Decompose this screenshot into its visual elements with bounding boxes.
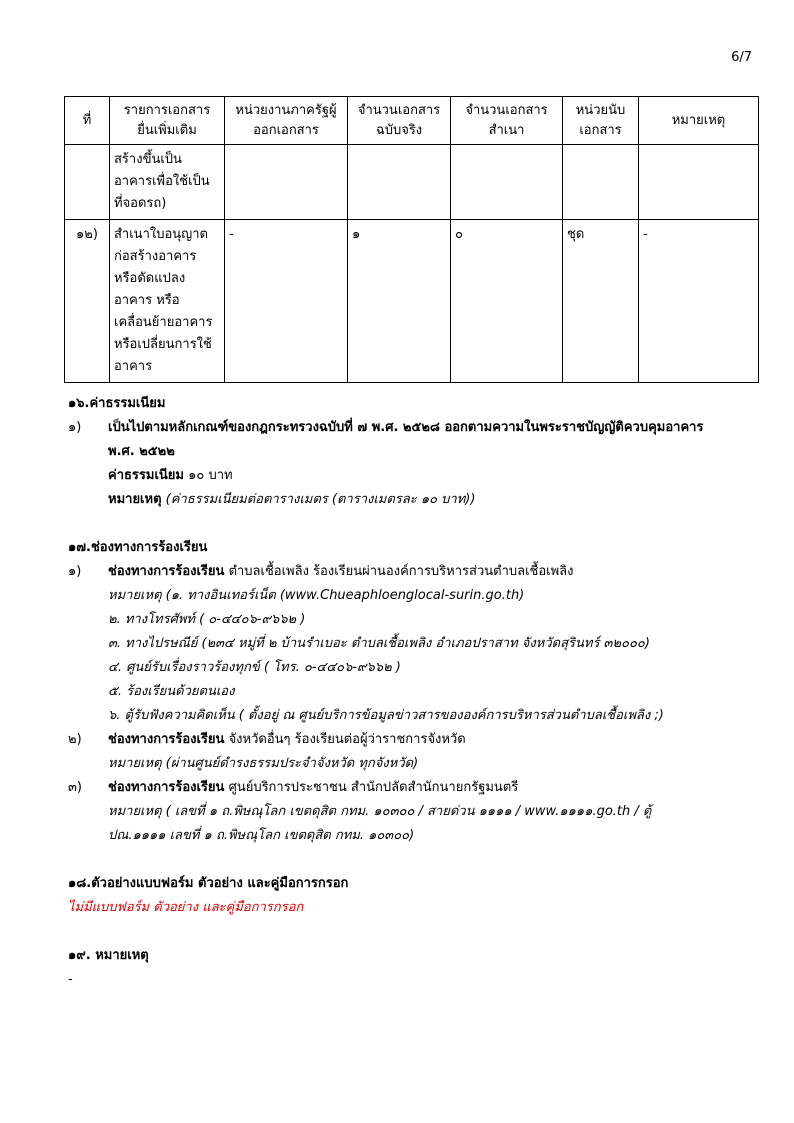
- complaint-2-note: หมายเหตุ (ผ่านศูนย์ดำรงธรรมประจำจังหวัด ทุกจังหวัด): [108, 756, 419, 771]
- header-unit: หน่วยนับ เอกสาร: [563, 97, 639, 145]
- complaint-1-text: ตำบลเชื้อเพลิง ร้องเรียนผ่านองค์การบริหารส่วนตำบลเชื้อเพลิง: [228, 564, 574, 579]
- cell-agency: -: [225, 220, 348, 383]
- complaint-2-number: ๒): [68, 732, 82, 747]
- complaints-section: [68, 536, 748, 848]
- complaint-3-text: ศูนย์บริการประชาชน สำนักปลัดสำนักนายกรัฐมนตรี: [228, 780, 519, 795]
- cell-original: ๑: [348, 220, 451, 383]
- fees-note-label: หมายเหตุ: [108, 492, 162, 507]
- header-no: ที่: [65, 97, 110, 145]
- header-original: จำนวนเอกสาร ฉบับจริง: [348, 97, 451, 145]
- page-number: 6/7: [731, 50, 752, 65]
- complaint-3-note-line1: หมายเหตุ ( เลขที่ ๑ ถ.พิษณุโลก เขตดุสิต กทม. ๑๐๓๐๐ / สายด่วน ๑๑๑๑ / www.๑๑๑๑.go.th / ตู้: [108, 804, 652, 819]
- complaint-1-note-box: ๖. ตู้รับฟังความคิดเห็น ( ตั้งอยู่ ณ ศูนย์บริการข้อมูลข่าวสารขององค์การบริหารส่วนตำบลเชื้อเพลิง ;): [108, 708, 664, 723]
- complaint-2-label: ช่องทางการร้องเรียน: [108, 732, 225, 747]
- forms-title: ๑๘.ตัวอย่างแบบฟอร์ม ตัวอย่าง และคู่มือการกรอก: [68, 876, 349, 891]
- complaints-title: ๑๗.ช่องทางการร้องเรียน: [68, 540, 208, 555]
- table-row: [65, 145, 759, 220]
- fee-value: ๑๐ บาท: [188, 468, 233, 483]
- complaint-1-note-center: ๔. ศูนย์รับเรื่องราวร้องทุกข์ ( โทร. ๐-๔๔๐๖-๙๖๖๒ ): [108, 660, 401, 675]
- remarks-title: ๑๙. หมายเหตุ: [68, 948, 149, 963]
- cell-no: [65, 145, 110, 220]
- fee-label: ค่าธรรมเนียม: [108, 468, 184, 483]
- complaint-1-label: ช่องทางการร้องเรียน: [108, 564, 225, 579]
- cell-original: [348, 145, 451, 220]
- fees-section: [68, 392, 748, 512]
- cell-unit: [563, 145, 639, 220]
- cell-no: ๑๒): [65, 220, 110, 383]
- complaint-3-number: ๓): [68, 780, 82, 795]
- header-copies: จำนวนเอกสาร สำเนา: [451, 97, 563, 145]
- remarks-section: [68, 944, 748, 992]
- cell-note: [639, 145, 759, 220]
- cell-unit: ชุด: [563, 220, 639, 383]
- required-documents-table: [64, 96, 759, 383]
- table-row: [65, 220, 759, 383]
- header-agency: หน่วยงานภาครัฐผู้ ออกเอกสาร: [225, 97, 348, 145]
- cell-copies: ๐: [451, 220, 563, 383]
- complaint-2-text: จังหวัดอื่นๆ ร้องเรียนต่อผู้ว่าราชการจังหวัด: [228, 732, 466, 747]
- cell-copies: [451, 145, 563, 220]
- remarks-text: -: [68, 972, 73, 987]
- complaint-3-label: ช่องทางการร้องเรียน: [108, 780, 225, 795]
- fees-item-number: ๑): [68, 420, 82, 435]
- complaint-1-note-in-person: ๕. ร้องเรียนด้วยตนเอง: [108, 684, 235, 699]
- header-item: รายการเอกสาร ยื่นเพิ่มเติม: [110, 97, 225, 145]
- complaint-3-note-line2: ปณ.๑๑๑๑ เลขที่ ๑ ถ.พิษณุโลก เขตดุสิต กทม. ๑๐๓๐๐): [108, 828, 415, 843]
- header-note: หมายเหตุ: [639, 97, 759, 145]
- forms-section: [68, 872, 748, 920]
- complaint-1-number: ๑): [68, 564, 82, 579]
- table-header-row: [65, 97, 759, 145]
- fees-rule-year: พ.ศ. ๒๕๒๒: [108, 444, 175, 459]
- complaint-1-note-phone: ๒. ทางโทรศัพท์ ( ๐-๔๔๐๖-๙๖๖๒ ): [108, 612, 306, 627]
- complaint-1-note-post: ๓. ทางไปรษณีย์ (๒๓๔ หมู่ที่ ๒ บ้านรำเบอะ ตำบลเชื้อเพลิง อำเภอปราสาท จังหวัดสุรินทร์ ๓๒๐๐๐): [108, 636, 650, 651]
- fees-note-text: (ค่าธรรมเนียมต่อตารางเมตร (ตารางเมตรละ ๑๐ บาท)): [165, 492, 476, 507]
- complaint-1-note-internet: หมายเหตุ (๑. ทางอินเทอร์เน็ต (www.Chueaphloenglocal-surin.go.th): [108, 588, 525, 603]
- cell-agency: [225, 145, 348, 220]
- cell-note: -: [639, 220, 759, 383]
- forms-text: ไม่มีแบบฟอร์ม ตัวอย่าง และคู่มือการกรอก: [68, 900, 304, 915]
- cell-item: สำเนาใบอนุญาต ก่อสร้างอาคาร หรือดัดแปลง อาคาร หรือ เคลื่อนย้ายอาคาร หรือเปลี่ยนการใช้ อาคาร: [110, 220, 225, 383]
- cell-item: สร้างขึ้นเป็น อาคารเพื่อใช้เป็น ที่จอดรถ): [110, 145, 225, 220]
- fees-rule-text: เป็นไปตามหลักเกณฑ์ของกฎกระทรวงฉบับที่ ๗ พ.ศ. ๒๕๒๘ ออกตามความในพระราชบัญญัติควบคุมอาคาร: [108, 420, 704, 435]
- fees-title: ๑๖.ค่าธรรมเนียม: [68, 396, 166, 411]
